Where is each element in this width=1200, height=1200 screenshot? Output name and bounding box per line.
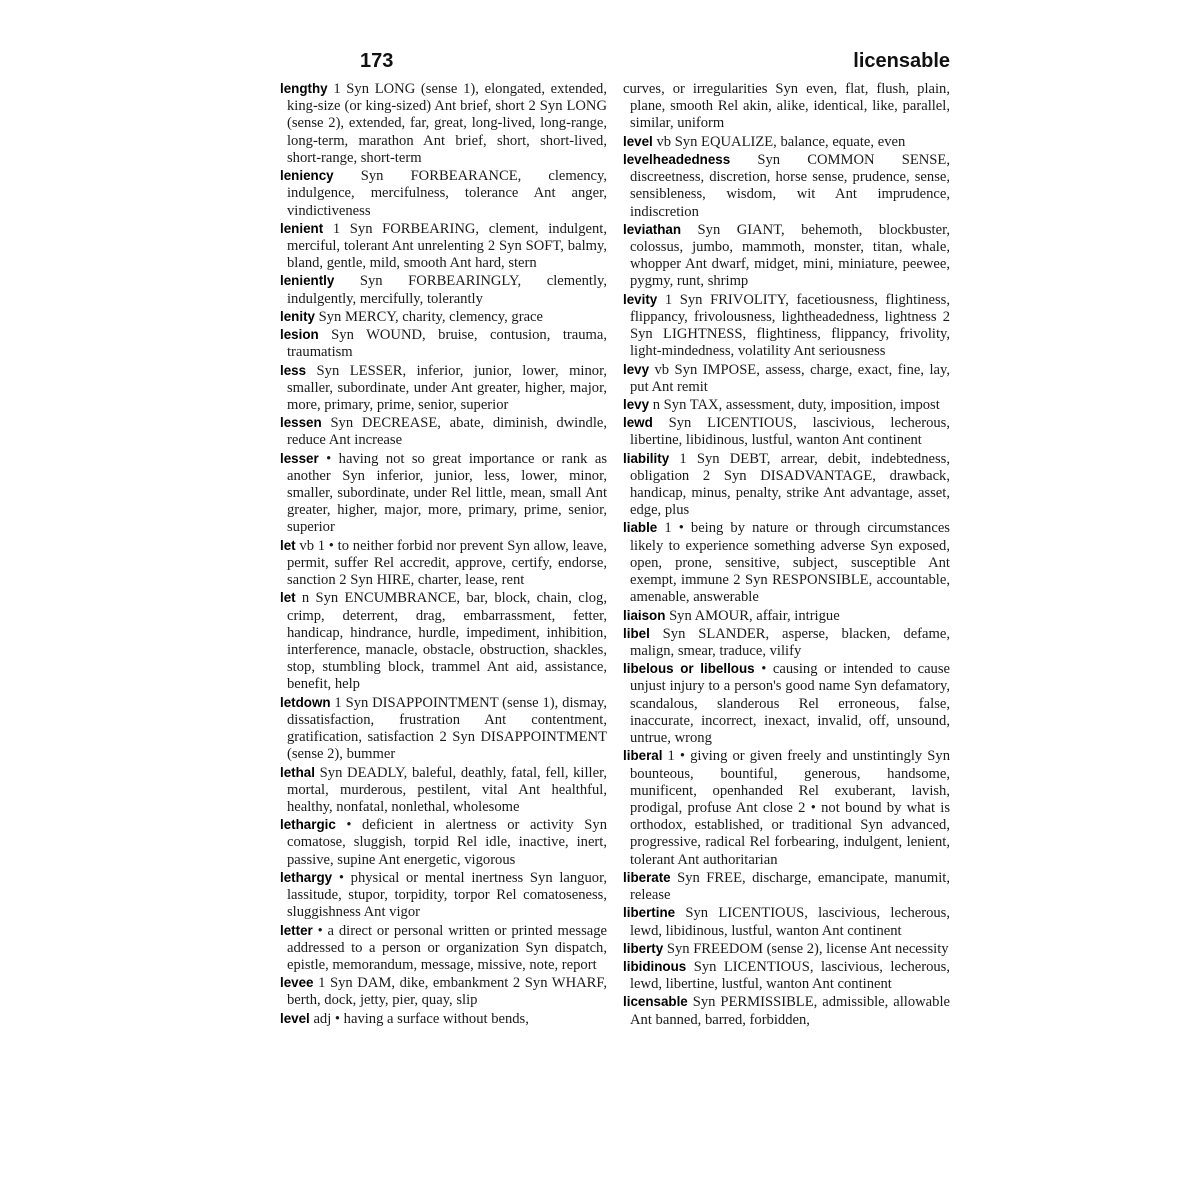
dictionary-entry [280,308,607,326]
entry-definition: 1 Syn LONG (sense 1), elongated, extended, king-size (or king-sized) Ant brief, short 2 Syn LONG (sense 2), extended, far, great, long-lived, long-range, long-term, marathon Ant brief, short, short-lived, short-range, short-term [287,81,607,166]
dictionary-entry [280,450,607,537]
entry-headword: liability [623,450,670,466]
entry-definition: curves, or irregularities Syn even, flat, flush, plain, plane, smooth Rel akin, alike, identical, like, parallel, similar, uniform [623,81,950,132]
entry-definition: Syn FREE, discharge, emancipate, manumit, release [630,869,950,904]
entry-definition: 1 Syn DEBT, arrear, debit, indebtedness, obligation 2 Syn DISADVANTAGE, drawback, handicap, minus, penalty, strike Ant advantage, asset, edge, plus [630,450,950,519]
dictionary-entry [623,625,950,660]
entry-headword: letdown [280,694,331,710]
entry-headword: liberate [623,869,671,885]
entry-headword: lenient [280,220,324,236]
entry-headword: lewd [623,415,653,431]
entry-definition: 1 Syn FRIVOLITY, facetiousness, flightiness, flippancy, frivolousness, lightheadedness, lightness 2 Syn LIGHTNESS, flightiness, flippancy, frivolity, light-mindedness, volatility Ant seriousness [630,291,950,360]
guide-word: licensable [853,50,950,72]
entry-headword: levy [623,396,650,412]
dictionary-entry [280,326,607,361]
entry-definition: Syn PERMISSIBLE, admissible, allowable Ant banned, barred, forbidden, [630,994,950,1028]
dictionary-entry [280,816,607,869]
entry-headword: liable [623,520,658,536]
entry-definition: n Syn ENCUMBRANCE, bar, block, chain, clog, crimp, deterrent, drag, embarrassment, fetter, handicap, hindrance, hurdle, impediment, inhibition, interference, manacle, obstacle, obstruction, shackles, stop, stumbling block, trammel Ant aid, assistance, benefit, help [287,590,607,693]
dictionary-entry [623,904,950,939]
entry-headword: libertine [623,905,676,921]
entry-headword: lethargic [280,817,336,833]
dictionary-entry [623,958,950,993]
entry-headword: levee [280,975,314,991]
entry-definition: Syn MERCY, charity, clemency, grace [314,308,544,325]
entry-headword: lethal [280,764,315,780]
entry-definition: Syn AMOUR, affair, intrigue [665,607,840,624]
entry-definition: Syn LICENTIOUS, lascivious, lecherous, libertine, libidinous, lustful, wanton Ant continent [630,415,950,449]
entry-definition: Syn LICENTIOUS, lascivious, lecherous, lewd, libidinous, lustful, wanton Ant continent [630,905,950,939]
dictionary-entry [623,869,950,904]
entry-headword: liberty [623,940,664,956]
entry-headword: level [623,133,653,149]
dictionary-entry [280,537,607,590]
entry-headword: levelheadedness [623,151,731,167]
entry-definition: Syn FREEDOM (sense 2), license Ant necessity [663,940,949,957]
entry-definition: Syn SLANDER, asperse, blacken, defame, malign, smear, traduce, vilify [630,625,950,659]
entry-headword: leniency [280,168,334,184]
dictionary-entry [623,291,950,361]
page-number: 173 [360,50,394,72]
entry-headword: levity [623,291,658,307]
entry-headword: leniently [280,273,335,289]
entry-definition: Syn LICENTIOUS, lascivious, lecherous, lewd, libertine, lustful, wanton Ant continent [630,958,950,993]
dictionary-entry [623,396,950,414]
dictionary-entry [280,414,607,449]
entry-definition: Syn LESSER, inferior, junior, lower, minor, smaller, subordinate, under Ant greater, higher, major, more, primary, prime, senior, superior [287,362,607,413]
dictionary-entry [280,80,607,167]
left-column [280,80,607,1028]
entry-definition: 1 • giving or given freely and unstintingly Syn bounteous, bountiful, generous, handsome, munificent, openhanded Rel exuberant, lavish, prodigal, profuse Ant close 2 • not bound by what is orthodox, established, or traditional Syn advanced, progressive, radical Rel forbearing, indulgent, lenient, tolerant Ant authoritarian [630,748,950,868]
entry-headword: less [280,362,307,378]
entry-headword: level [280,1010,310,1026]
entry-headword: lesser [280,450,319,466]
entry-definition: Syn DEADLY, baleful, deathly, fatal, fell, killer, mortal, murderous, pestilent, vital Ant healthful, healthy, nonfatal, nonlethal, wholesome [287,764,607,815]
entry-headword: lessen [280,415,322,431]
entry-headword: licensable [623,994,688,1010]
entry-headword: libel [623,625,650,641]
entry-definition: adj • having a surface without bends, [309,1010,529,1027]
entry-headword: lesion [280,327,319,343]
dictionary-entry [623,993,950,1028]
entry-definition: vb Syn EQUALIZE, balance, equate, even [652,133,906,150]
entry-headword: liberal [623,748,663,764]
dictionary-entry [280,167,607,220]
dictionary-entry [280,589,607,693]
entry-definition: 1 • being by nature or through circumstances likely to experience something adverse Syn exposed, open, prone, sensitive, subject, susceptible Ant exempt, immune 2 Syn RESPONSIBLE, accountable, amenable, answerable [630,520,950,606]
entry-definition: 1 Syn FORBEARING, clement, indulgent, merciful, tolerant Ant unrelenting 2 Syn SOFT, balmy, bland, gentle, mild, smooth Ant hard, stern [287,220,607,272]
entry-definition: n Syn TAX, assessment, duty, imposition, impost [649,396,940,413]
dictionary-entry [623,151,950,221]
dictionary-entry [623,940,950,958]
entry-definition: vb Syn IMPOSE, assess, charge, exact, fine, lay, put Ant remit [630,361,950,395]
entry-headword: lethargy [280,869,333,885]
entry-definition: Syn FORBEARINGLY, clemently, indulgently, mercifully, tolerantly [287,273,607,307]
entry-definition: Syn COMMON SENSE, discreetness, discretion, horse sense, prudence, sense, sensibleness, wisdom, wit Ant imprudence, indiscretion [630,151,950,220]
dictionary-entry [623,450,950,520]
entry-definition: Syn FORBEARANCE, clemency, indulgence, mercifulness, tolerance Ant anger, vindictiveness [287,168,607,219]
dictionary-entry [280,764,607,817]
dictionary-entry [280,362,607,415]
entry-headword: leviathan [623,221,682,237]
dictionary-entry [623,221,950,291]
right-column [623,80,950,1029]
dictionary-entry [623,133,950,151]
dictionary-entry [280,220,607,273]
dictionary-entry [623,607,950,625]
dictionary-entry [623,519,950,606]
entry-headword: liaison [623,607,666,623]
dictionary-entry [623,80,950,133]
entry-headword: let [280,537,296,553]
entry-definition: • having not so great importance or rank as another Syn inferior, junior, less, lower, minor, smaller, subordinate, under Rel little, mean, small Ant greater, higher, major, more, primary, prime, senior, superior [287,450,607,536]
entry-headword: libelous or libellous [623,661,755,677]
entry-headword: letter [280,922,313,938]
dictionary-entry [280,1010,607,1028]
dictionary-entry [280,922,607,975]
entry-definition: Syn WOUND, bruise, contusion, trauma, traumatism [287,327,607,361]
entry-headword: lengthy [280,81,328,96]
dictionary-entry [280,869,607,922]
dictionary-entry [623,747,950,869]
entry-headword: libidinous [623,958,687,974]
entry-definition: • physical or mental inertness Syn languor, lassitude, stupor, torpidity, torpor Rel comatoseness, sluggishness Ant vigor [287,869,607,921]
entry-definition: • deficient in alertness or activity Syn comatose, sluggish, torpid Rel idle, inactive, inert, passive, supine Ant energetic, vigorous [287,817,607,868]
dictionary-entry [280,272,607,307]
entry-definition: Syn GIANT, behemoth, blockbuster, colossus, jumbo, mammoth, monster, titan, whale, whopper Ant dwarf, midget, mini, miniature, peewee, pygmy, runt, shrimp [630,221,950,290]
dictionary-entry [280,694,607,764]
entry-definition: • causing or intended to cause unjust injury to a person's good name Syn defamatory, scandalous, slanderous Rel erroneous, false, inaccurate, incorrect, inexact, invalid, off, unsound, untrue, wrong [630,661,950,747]
dictionary-entry [623,660,950,747]
entry-headword: levy [623,361,650,377]
entry-headword: lenity [280,308,315,324]
entry-definition: vb 1 • to neither forbid nor prevent Syn allow, leave, permit, suffer Rel accredit, approve, certify, endorse, sanction 2 Syn HIRE, charter, lease, rent [287,537,607,589]
entry-definition: Syn DECREASE, abate, diminish, dwindle, reduce Ant increase [287,415,607,449]
dictionary-entry [623,414,950,449]
entry-headword: let [280,590,296,606]
dictionary-entry [280,974,607,1009]
entry-definition: • a direct or personal written or printed message addressed to a person or organization Syn dispatch, epistle, memorandum, message, missive, note, report [287,922,607,973]
dictionary-entry [623,361,950,396]
entry-definition: 1 Syn DAM, dike, embankment 2 Syn WHARF, berth, dock, jetty, pier, quay, slip [287,975,607,1009]
entry-definition: 1 Syn DISAPPOINTMENT (sense 1), dismay, dissatisfaction, frustration Ant contentment, gratification, satisfaction 2 Syn DISAPPOINTMENT (sense 2), bummer [287,694,607,763]
